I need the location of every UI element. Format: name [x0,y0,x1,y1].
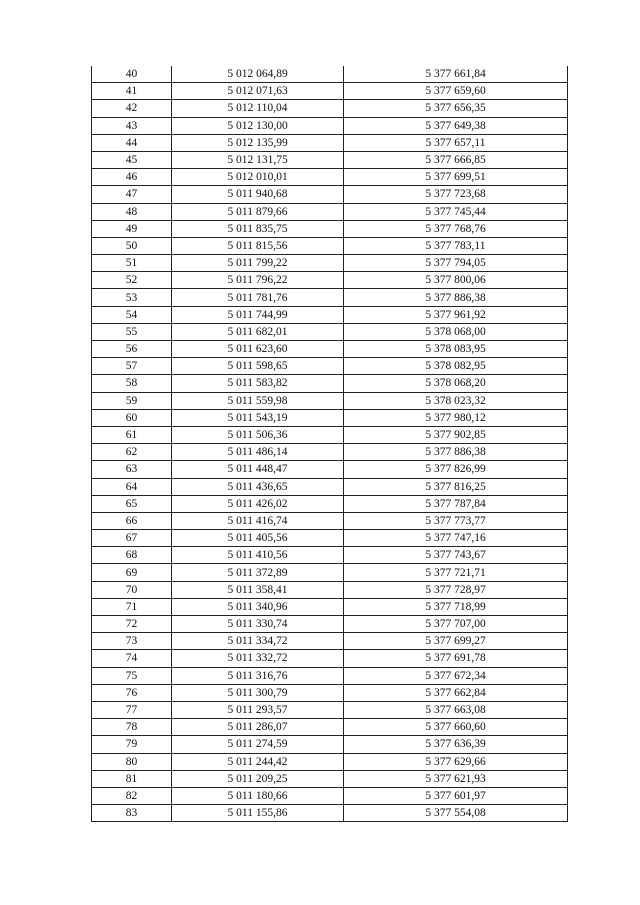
table-row [92,66,568,83]
x-coordinate-cell: 5 012 010,01 [172,169,344,186]
x-coordinate-cell: 5 011 815,56 [172,237,344,254]
y-coordinate-cell: 5 377 961,92 [344,306,568,323]
x-coordinate-cell: 5 011 835,75 [172,220,344,237]
point-number-cell: 80 [92,753,172,770]
x-coordinate-cell: 5 012 071,63 [172,83,344,100]
point-number-cell: 76 [92,684,172,701]
x-coordinate-cell: 5 011 623,60 [172,341,344,358]
point-number-cell: 57 [92,358,172,375]
point-number-cell: 70 [92,581,172,598]
y-coordinate-cell: 5 378 083,95 [344,341,568,358]
x-coordinate-cell: 5 011 781,76 [172,289,344,306]
point-number-cell: 65 [92,495,172,512]
x-coordinate-cell: 5 011 426,02 [172,495,344,512]
document-page [91,66,567,822]
point-number-cell: 54 [92,306,172,323]
y-coordinate-cell: 5 377 662,84 [344,684,568,701]
table-row [92,701,568,718]
y-coordinate-cell: 5 378 068,00 [344,323,568,340]
y-coordinate-cell: 5 377 707,00 [344,616,568,633]
table-row [92,134,568,151]
x-coordinate-cell: 5 011 559,98 [172,392,344,409]
x-coordinate-cell: 5 011 436,65 [172,478,344,495]
y-coordinate-cell: 5 377 657,11 [344,134,568,151]
point-number-cell: 42 [92,100,172,117]
y-coordinate-cell: 5 377 636,39 [344,736,568,753]
x-coordinate-cell: 5 012 131,75 [172,151,344,168]
table-row [92,461,568,478]
y-coordinate-cell: 5 377 826,99 [344,461,568,478]
point-number-cell: 71 [92,598,172,615]
x-coordinate-cell: 5 011 209,25 [172,770,344,787]
table-row [92,495,568,512]
point-number-cell: 48 [92,203,172,220]
x-coordinate-cell: 5 012 064,89 [172,66,344,83]
x-coordinate-cell: 5 011 316,76 [172,667,344,684]
x-coordinate-cell: 5 011 410,56 [172,547,344,564]
point-number-cell: 68 [92,547,172,564]
point-number-cell: 73 [92,633,172,650]
x-coordinate-cell: 5 011 155,86 [172,805,344,822]
point-number-cell: 78 [92,719,172,736]
point-number-cell: 40 [92,66,172,83]
table-row [92,719,568,736]
y-coordinate-cell: 5 377 800,06 [344,272,568,289]
x-coordinate-cell: 5 012 110,04 [172,100,344,117]
y-coordinate-cell: 5 377 691,78 [344,650,568,667]
table-row [92,151,568,168]
y-coordinate-cell: 5 377 747,16 [344,530,568,547]
point-number-cell: 59 [92,392,172,409]
table-row [92,770,568,787]
y-coordinate-cell: 5 378 068,20 [344,375,568,392]
y-coordinate-cell: 5 377 980,12 [344,409,568,426]
point-number-cell: 43 [92,117,172,134]
point-number-cell: 47 [92,186,172,203]
point-number-cell: 62 [92,444,172,461]
y-coordinate-cell: 5 377 666,85 [344,151,568,168]
table-row [92,358,568,375]
x-coordinate-cell: 5 011 940,68 [172,186,344,203]
y-coordinate-cell: 5 377 649,38 [344,117,568,134]
x-coordinate-cell: 5 011 583,82 [172,375,344,392]
y-coordinate-cell: 5 377 660,60 [344,719,568,736]
point-number-cell: 51 [92,255,172,272]
x-coordinate-cell: 5 011 372,89 [172,564,344,581]
coordinates-table-body [92,66,568,822]
table-row [92,306,568,323]
x-coordinate-cell: 5 012 135,99 [172,134,344,151]
table-row [92,375,568,392]
point-number-cell: 63 [92,461,172,478]
table-row [92,598,568,615]
x-coordinate-cell: 5 011 358,41 [172,581,344,598]
y-coordinate-cell: 5 377 663,08 [344,701,568,718]
x-coordinate-cell: 5 011 330,74 [172,616,344,633]
y-coordinate-cell: 5 377 787,84 [344,495,568,512]
x-coordinate-cell: 5 011 286,07 [172,719,344,736]
table-row [92,753,568,770]
point-number-cell: 74 [92,650,172,667]
table-row [92,426,568,443]
x-coordinate-cell: 5 011 506,36 [172,426,344,443]
point-number-cell: 66 [92,512,172,529]
x-coordinate-cell: 5 011 448,47 [172,461,344,478]
y-coordinate-cell: 5 377 656,35 [344,100,568,117]
table-row [92,83,568,100]
x-coordinate-cell: 5 011 416,74 [172,512,344,529]
x-coordinate-cell: 5 012 130,00 [172,117,344,134]
point-number-cell: 41 [92,83,172,100]
table-row [92,478,568,495]
point-number-cell: 81 [92,770,172,787]
y-coordinate-cell: 5 378 082,95 [344,358,568,375]
point-number-cell: 56 [92,341,172,358]
table-row [92,530,568,547]
x-coordinate-cell: 5 011 879,66 [172,203,344,220]
coordinates-table [91,66,568,822]
y-coordinate-cell: 5 377 699,51 [344,169,568,186]
table-row [92,736,568,753]
y-coordinate-cell: 5 377 773,77 [344,512,568,529]
table-row [92,272,568,289]
point-number-cell: 60 [92,409,172,426]
y-coordinate-cell: 5 377 621,93 [344,770,568,787]
point-number-cell: 83 [92,805,172,822]
table-row [92,667,568,684]
point-number-cell: 52 [92,272,172,289]
y-coordinate-cell: 5 377 794,05 [344,255,568,272]
y-coordinate-cell: 5 377 816,25 [344,478,568,495]
y-coordinate-cell: 5 377 659,60 [344,83,568,100]
table-row [92,255,568,272]
point-number-cell: 50 [92,237,172,254]
table-row [92,341,568,358]
table-row [92,650,568,667]
table-row [92,289,568,306]
y-coordinate-cell: 5 377 699,27 [344,633,568,650]
y-coordinate-cell: 5 377 672,34 [344,667,568,684]
y-coordinate-cell: 5 377 902,85 [344,426,568,443]
point-number-cell: 53 [92,289,172,306]
x-coordinate-cell: 5 011 300,79 [172,684,344,701]
table-row [92,186,568,203]
x-coordinate-cell: 5 011 796,22 [172,272,344,289]
table-row [92,564,568,581]
y-coordinate-cell: 5 377 745,44 [344,203,568,220]
point-number-cell: 64 [92,478,172,495]
x-coordinate-cell: 5 011 486,14 [172,444,344,461]
table-row [92,169,568,186]
table-row [92,220,568,237]
y-coordinate-cell: 5 377 886,38 [344,444,568,461]
point-number-cell: 69 [92,564,172,581]
y-coordinate-cell: 5 377 721,71 [344,564,568,581]
table-row [92,203,568,220]
table-row [92,633,568,650]
y-coordinate-cell: 5 378 023,32 [344,392,568,409]
y-coordinate-cell: 5 377 554,08 [344,805,568,822]
point-number-cell: 45 [92,151,172,168]
point-number-cell: 79 [92,736,172,753]
x-coordinate-cell: 5 011 543,19 [172,409,344,426]
table-row [92,512,568,529]
table-row [92,444,568,461]
point-number-cell: 46 [92,169,172,186]
point-number-cell: 67 [92,530,172,547]
point-number-cell: 61 [92,426,172,443]
y-coordinate-cell: 5 377 783,11 [344,237,568,254]
y-coordinate-cell: 5 377 601,97 [344,787,568,804]
table-row [92,805,568,822]
point-number-cell: 82 [92,787,172,804]
point-number-cell: 77 [92,701,172,718]
y-coordinate-cell: 5 377 743,67 [344,547,568,564]
table-row [92,581,568,598]
y-coordinate-cell: 5 377 629,66 [344,753,568,770]
x-coordinate-cell: 5 011 340,96 [172,598,344,615]
x-coordinate-cell: 5 011 799,22 [172,255,344,272]
table-row [92,117,568,134]
x-coordinate-cell: 5 011 744,99 [172,306,344,323]
x-coordinate-cell: 5 011 293,57 [172,701,344,718]
point-number-cell: 58 [92,375,172,392]
x-coordinate-cell: 5 011 334,72 [172,633,344,650]
y-coordinate-cell: 5 377 768,76 [344,220,568,237]
x-coordinate-cell: 5 011 332,72 [172,650,344,667]
y-coordinate-cell: 5 377 718,99 [344,598,568,615]
y-coordinate-cell: 5 377 723,68 [344,186,568,203]
table-row [92,392,568,409]
y-coordinate-cell: 5 377 661,84 [344,66,568,83]
y-coordinate-cell: 5 377 728,97 [344,581,568,598]
y-coordinate-cell: 5 377 886,38 [344,289,568,306]
point-number-cell: 49 [92,220,172,237]
x-coordinate-cell: 5 011 682,01 [172,323,344,340]
point-number-cell: 72 [92,616,172,633]
x-coordinate-cell: 5 011 180,66 [172,787,344,804]
point-number-cell: 55 [92,323,172,340]
table-row [92,323,568,340]
table-row [92,100,568,117]
x-coordinate-cell: 5 011 405,56 [172,530,344,547]
x-coordinate-cell: 5 011 598,65 [172,358,344,375]
point-number-cell: 75 [92,667,172,684]
x-coordinate-cell: 5 011 274,59 [172,736,344,753]
table-row [92,547,568,564]
x-coordinate-cell: 5 011 244,42 [172,753,344,770]
table-row [92,409,568,426]
table-row [92,616,568,633]
table-row [92,237,568,254]
table-row [92,684,568,701]
point-number-cell: 44 [92,134,172,151]
table-row [92,787,568,804]
